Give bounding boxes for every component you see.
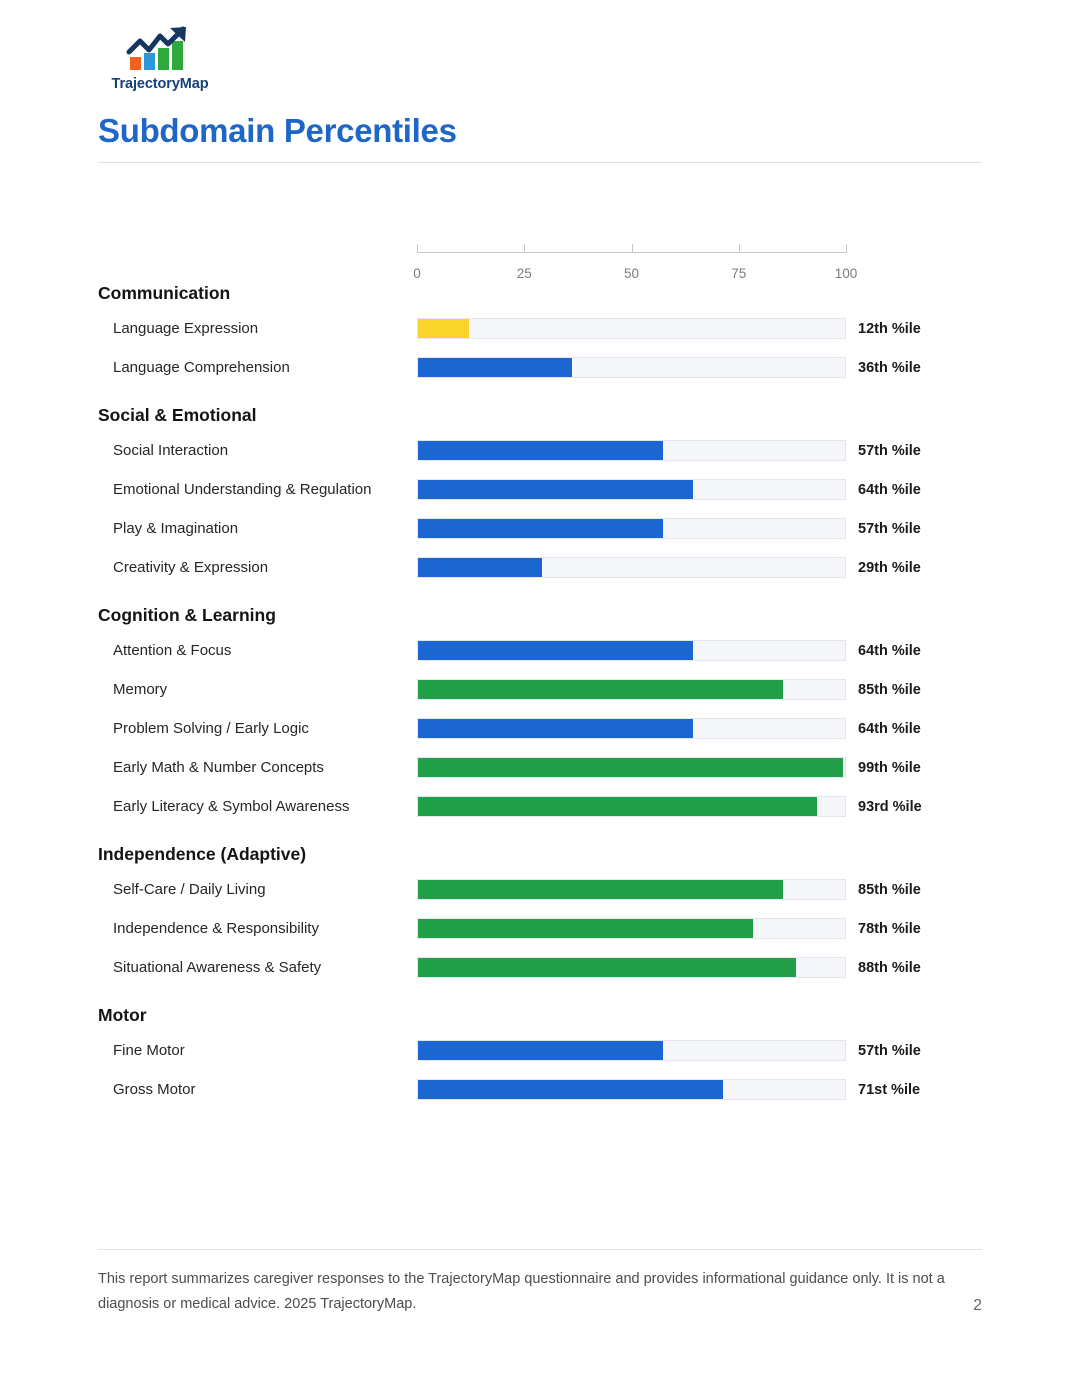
percentile-bar-track <box>417 757 846 778</box>
footer-divider <box>98 1249 982 1250</box>
percentile-bar-fill <box>418 958 796 977</box>
page-title: Subdomain Percentiles <box>98 112 457 149</box>
percentile-value-label: 78th %ile <box>858 921 921 937</box>
percentile-bar-track <box>417 957 846 978</box>
percentile-value-label: 85th %ile <box>858 882 921 898</box>
axis-tick-label: 75 <box>731 266 747 281</box>
percentile-value-label: 85th %ile <box>858 682 921 698</box>
group-title: Independence (Adaptive) <box>98 844 307 864</box>
percentile-bar-fill <box>418 797 817 816</box>
subdomain-label: Language Expression <box>113 320 259 337</box>
subdomain-label: Gross Motor <box>113 1081 196 1098</box>
axis-tick-label: 50 <box>623 266 640 281</box>
percentile-value-label: 57th %ile <box>858 443 921 459</box>
percentile-bar-fill <box>418 558 542 577</box>
subdomain-label: Play & Imagination <box>113 520 239 537</box>
axis-tick-label: 25 <box>516 266 532 281</box>
percentile-bar-fill <box>418 358 572 377</box>
percentile-bar-fill <box>418 519 663 538</box>
percentile-bar-track <box>417 718 846 739</box>
group-title: Communication <box>98 283 231 303</box>
percentile-bar-fill <box>418 441 663 460</box>
percentile-value-label: 57th %ile <box>858 1043 921 1059</box>
percentile-bar-fill <box>418 719 693 738</box>
subdomain-label: Independence & Responsibility <box>113 920 319 937</box>
percentile-value-label: 57th %ile <box>858 521 921 537</box>
subdomain-label: Memory <box>113 681 168 698</box>
subdomain-label: Attention & Focus <box>113 642 232 659</box>
group-title: Cognition & Learning <box>98 605 276 625</box>
subdomain-label: Early Literacy & Symbol Awareness <box>113 798 350 815</box>
brand-name: TrajectoryMap <box>111 76 209 92</box>
percentile-value-label: 71st %ile <box>858 1082 921 1098</box>
footer-disclaimer: This report summarizes caregiver responses to the TrajectoryMap questionnaire and provides informational guidance only. It is not a diagnosis or medical advice. 2025 TrajectoryMap. <box>98 1271 945 1312</box>
percentile-value-label: 99th %ile <box>858 760 921 776</box>
page-footer <box>98 1249 982 1317</box>
percentile-bar-fill <box>418 880 783 899</box>
subdomain-label: Fine Motor <box>113 1042 185 1059</box>
percentile-bar-track <box>417 879 846 900</box>
page-number: 2 <box>973 1297 982 1314</box>
percentile-bar-fill <box>418 641 693 660</box>
percentile-bar-fill <box>418 758 843 777</box>
percentile-bar-track <box>417 640 846 661</box>
percentile-bar-fill <box>418 1080 723 1099</box>
percentile-value-label: 29th %ile <box>858 560 921 576</box>
percentile-bar-fill <box>418 680 783 699</box>
percentile-value-label: 64th %ile <box>858 482 921 498</box>
percentile-bar-track <box>417 1079 846 1100</box>
percentile-bar-track <box>417 518 846 539</box>
subdomain-label: Social Interaction <box>113 442 229 459</box>
group-title: Social & Emotional <box>98 405 257 425</box>
percentile-bar-track <box>417 479 846 500</box>
group-title: Motor <box>98 1005 147 1025</box>
percentile-bar-fill <box>418 480 693 499</box>
percentile-value-label: 36th %ile <box>858 360 921 376</box>
percentile-bar-track <box>417 557 846 578</box>
axis-tick <box>632 244 633 253</box>
axis-tick-label: 100 <box>834 266 858 281</box>
percentile-bar-track <box>417 796 846 817</box>
percentile-bar-fill <box>418 1041 663 1060</box>
subdomain-label: Creativity & Expression <box>113 559 269 576</box>
axis-tick-label: 0 <box>413 266 421 281</box>
axis-tick <box>739 244 740 253</box>
axis-tick <box>417 244 418 253</box>
percentile-bar-track <box>417 679 846 700</box>
percentile-value-label: 12th %ile <box>858 321 921 337</box>
subdomain-label: Emotional Understanding & Regulation <box>113 481 372 498</box>
axis-tick <box>524 244 525 253</box>
percentile-value-label: 93rd %ile <box>858 799 922 815</box>
chart-x-axis <box>413 252 858 286</box>
percentile-bar-fill <box>418 919 753 938</box>
percentile-bar-track <box>417 318 846 339</box>
percentile-value-label: 88th %ile <box>858 960 921 976</box>
percentile-bar-track <box>417 1040 846 1061</box>
subdomain-label: Situational Awareness & Safety <box>113 959 322 976</box>
percentile-value-label: 64th %ile <box>858 721 921 737</box>
percentile-bar-track <box>417 918 846 939</box>
percentile-value-label: 64th %ile <box>858 643 921 659</box>
percentile-bar-fill <box>418 319 469 338</box>
subdomain-label: Self-Care / Daily Living <box>113 881 266 898</box>
axis-tick <box>846 244 847 253</box>
subdomain-label: Early Math & Number Concepts <box>113 759 324 776</box>
subdomain-label: Problem Solving / Early Logic <box>113 720 309 737</box>
percentile-bar-track <box>417 440 846 461</box>
subdomain-label: Language Comprehension <box>113 359 290 376</box>
percentile-bar-track <box>417 357 846 378</box>
